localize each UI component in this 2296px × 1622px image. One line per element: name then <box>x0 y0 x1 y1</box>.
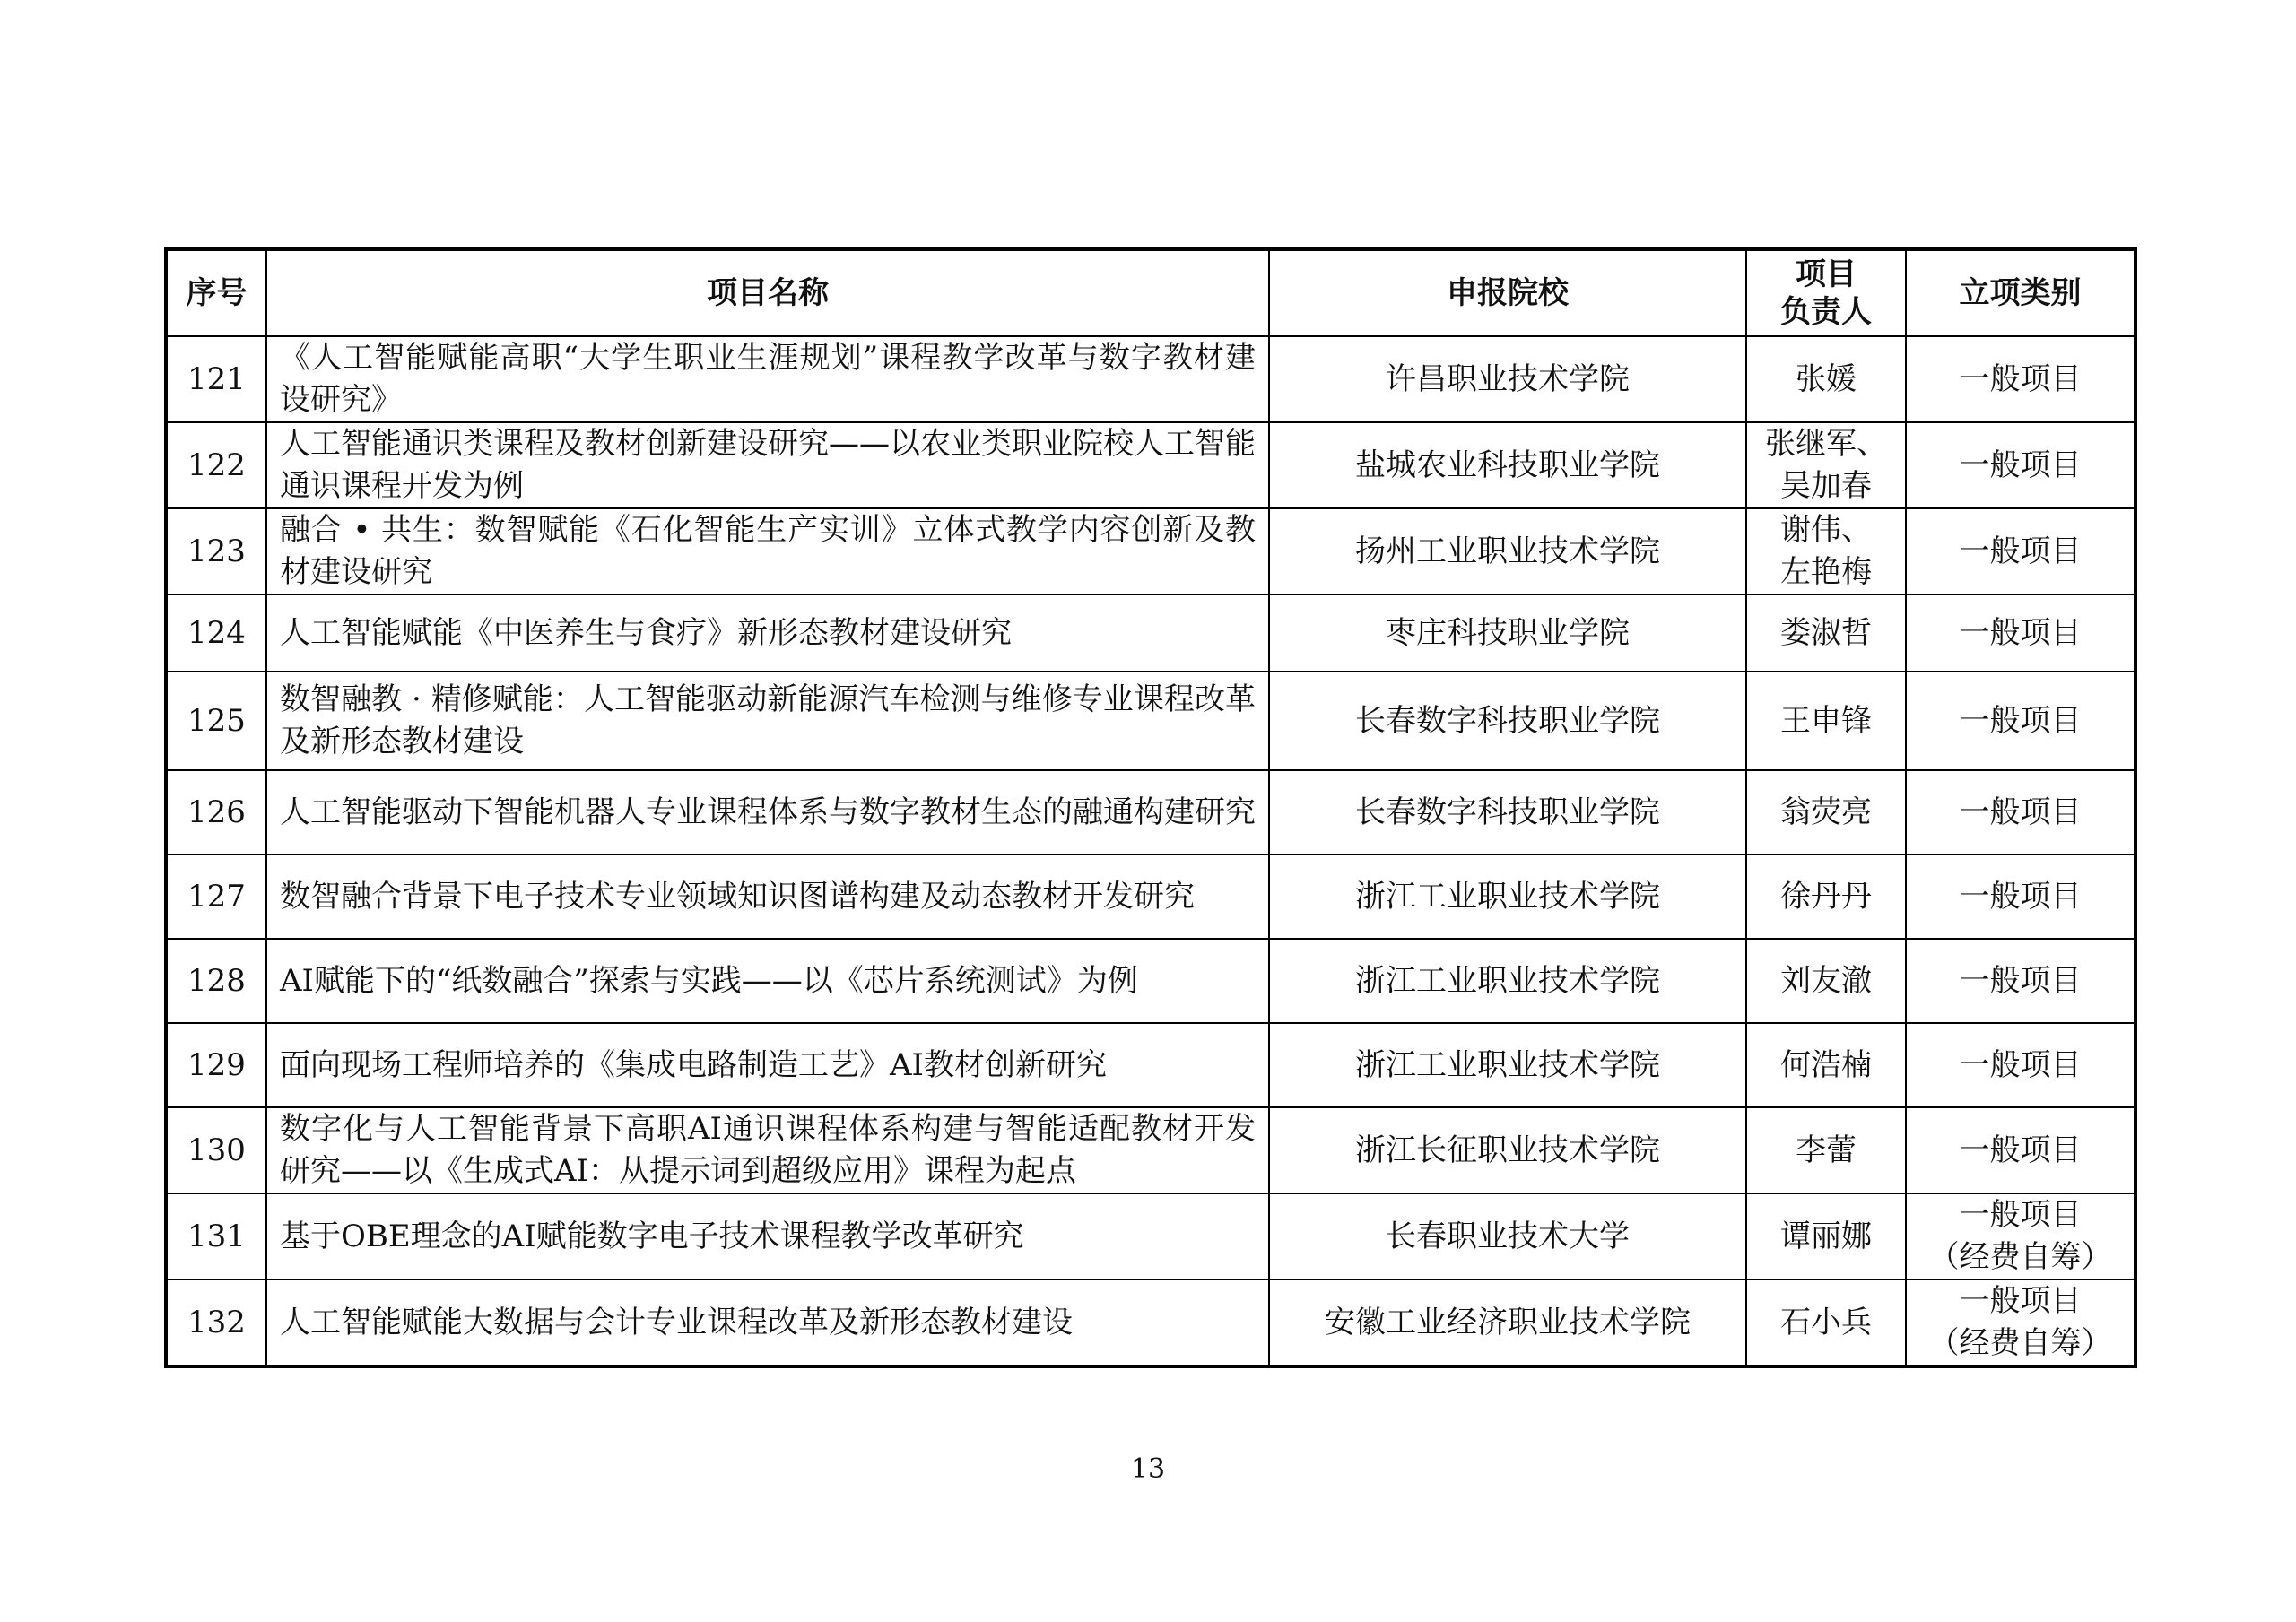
row-leader <box>1746 508 1906 594</box>
row-leader <box>1746 854 1906 939</box>
row-project-name: 数智融教 · 精修赋能：人工智能驱动新能源汽车检测与维修专业课程改革及新形态教材建设 <box>266 672 1269 770</box>
row-category-line: （经费自筹） <box>1928 1239 2112 1275</box>
row-project-name: 人工智能赋能大数据与会计专业课程改革及新形态教材建设 <box>266 1279 1269 1366</box>
row-category <box>1906 1193 2135 1279</box>
table-row <box>166 422 2135 508</box>
header-leader <box>1746 249 1906 336</box>
row-index: 130 <box>166 1107 266 1193</box>
row-leader <box>1746 770 1906 854</box>
row-project-name: 数字化与人工智能背景下高职AI通识课程体系构建与智能适配教材开发研究——以《生成式AI：从提示词到超级应用》课程为起点 <box>266 1107 1269 1193</box>
row-project-name: 人工智能通识类课程及教材创新建设研究——以农业类职业院校人工智能通识课程开发为例 <box>266 422 1269 508</box>
row-leader <box>1746 1193 1906 1279</box>
row-leader <box>1746 939 1906 1023</box>
row-index: 128 <box>166 939 266 1023</box>
row-category <box>1906 1279 2135 1366</box>
row-category-line: （经费自筹） <box>1928 1325 2112 1361</box>
row-leader-line: 娄淑哲 <box>1780 614 1872 651</box>
row-category <box>1906 1023 2135 1107</box>
header-category: 立项类别 <box>1906 249 2135 336</box>
table-header <box>166 249 2135 336</box>
row-leader-line: 张继军、 <box>1765 426 1887 462</box>
row-project-name: 面向现场工程师培养的《集成电路制造工艺》AI教材创新研究 <box>266 1023 1269 1107</box>
row-category-line: 一般项目 <box>1959 1283 2082 1319</box>
header-row <box>166 249 2135 336</box>
row-school: 浙江长征职业技术学院 <box>1269 1107 1746 1193</box>
row-leader <box>1746 1107 1906 1193</box>
row-category <box>1906 770 2135 854</box>
row-school: 长春数字科技职业学院 <box>1269 672 1746 770</box>
row-category-line: 一般项目 <box>1959 1046 2082 1083</box>
table-row <box>166 1107 2135 1193</box>
table-row <box>166 1279 2135 1366</box>
row-school: 浙江工业职业技术学院 <box>1269 854 1746 939</box>
row-category <box>1906 508 2135 594</box>
row-category-line: 一般项目 <box>1959 878 2082 915</box>
row-index: 132 <box>166 1279 266 1366</box>
row-school: 长春职业技术大学 <box>1269 1193 1746 1279</box>
project-table <box>164 247 2137 1368</box>
row-category-line: 一般项目 <box>1959 962 2082 999</box>
table-row <box>166 770 2135 854</box>
row-leader <box>1746 336 1906 422</box>
table-row <box>166 1193 2135 1279</box>
table-body <box>166 336 2135 1366</box>
row-category-line: 一般项目 <box>1959 1197 2082 1233</box>
row-category-line: 一般项目 <box>1959 447 2082 483</box>
row-category-line: 一般项目 <box>1959 794 2082 830</box>
row-leader <box>1746 1023 1906 1107</box>
row-index: 121 <box>166 336 266 422</box>
row-school: 扬州工业职业技术学院 <box>1269 508 1746 594</box>
header-school: 申报院校 <box>1269 249 1746 336</box>
row-leader-line: 谢伟、 <box>1780 512 1872 548</box>
row-project-name: 数智融合背景下电子技术专业领域知识图谱构建及动态教材开发研究 <box>266 854 1269 939</box>
row-leader <box>1746 672 1906 770</box>
row-leader-line: 石小兵 <box>1780 1304 1872 1340</box>
row-index: 129 <box>166 1023 266 1107</box>
row-leader <box>1746 422 1906 508</box>
row-school: 长春数字科技职业学院 <box>1269 770 1746 854</box>
table-row <box>166 1023 2135 1107</box>
row-index: 126 <box>166 770 266 854</box>
row-school: 安徽工业经济职业技术学院 <box>1269 1279 1746 1366</box>
row-leader-line: 吴加春 <box>1780 468 1872 504</box>
row-category-line: 一般项目 <box>1959 702 2082 739</box>
header-leader-line: 负责人 <box>1780 294 1872 330</box>
row-category <box>1906 594 2135 672</box>
header-project-name: 项目名称 <box>266 249 1269 336</box>
row-project-name: 融合 • 共生：数智赋能《石化智能生产实训》立体式教学内容创新及教材建设研究 <box>266 508 1269 594</box>
row-index: 127 <box>166 854 266 939</box>
row-category-line: 一般项目 <box>1959 533 2082 569</box>
row-index: 131 <box>166 1193 266 1279</box>
row-leader-line: 李蕾 <box>1796 1132 1857 1168</box>
row-index: 124 <box>166 594 266 672</box>
row-project-name: 人工智能赋能《中医养生与食疗》新形态教材建设研究 <box>266 594 1269 672</box>
row-category-line: 一般项目 <box>1959 360 2082 397</box>
row-category <box>1906 672 2135 770</box>
row-leader-line: 翁荧亮 <box>1780 794 1872 830</box>
row-school: 枣庄科技职业学院 <box>1269 594 1746 672</box>
header-index: 序号 <box>166 249 266 336</box>
table-row <box>166 939 2135 1023</box>
row-project-name: 人工智能驱动下智能机器人专业课程体系与数字教材生态的融通构建研究 <box>266 770 1269 854</box>
row-leader-line: 王申锋 <box>1780 702 1872 739</box>
table-row <box>166 672 2135 770</box>
row-index: 125 <box>166 672 266 770</box>
row-project-name: 《人工智能赋能高职“大学生职业生涯规划”课程教学改革与数字教材建设研究》 <box>266 336 1269 422</box>
row-category <box>1906 336 2135 422</box>
table-row <box>166 508 2135 594</box>
header-leader-line: 项目 <box>1796 256 1857 292</box>
row-leader-line: 徐丹丹 <box>1780 878 1872 915</box>
row-index: 122 <box>166 422 266 508</box>
page-number: 13 <box>1130 1453 1166 1485</box>
table-row <box>166 854 2135 939</box>
row-school: 浙江工业职业技术学院 <box>1269 1023 1746 1107</box>
row-category <box>1906 1107 2135 1193</box>
row-school: 盐城农业科技职业学院 <box>1269 422 1746 508</box>
row-project-name: AI赋能下的“纸数融合”探索与实践——以《芯片系统测试》为例 <box>266 939 1269 1023</box>
row-leader-line: 左艳梅 <box>1780 554 1872 590</box>
row-leader <box>1746 594 1906 672</box>
row-leader-line: 刘友澈 <box>1780 962 1872 999</box>
row-leader-line: 谭丽娜 <box>1780 1218 1872 1254</box>
table-row <box>166 594 2135 672</box>
row-school: 浙江工业职业技术学院 <box>1269 939 1746 1023</box>
row-category-line: 一般项目 <box>1959 614 2082 651</box>
row-project-name: 基于OBE理念的AI赋能数字电子技术课程教学改革研究 <box>266 1193 1269 1279</box>
row-category <box>1906 422 2135 508</box>
row-school: 许昌职业技术学院 <box>1269 336 1746 422</box>
row-leader <box>1746 1279 1906 1366</box>
row-category <box>1906 939 2135 1023</box>
row-leader-line: 张媛 <box>1796 360 1857 397</box>
row-category-line: 一般项目 <box>1959 1132 2082 1168</box>
row-leader-line: 何浩楠 <box>1780 1046 1872 1083</box>
row-index: 123 <box>166 508 266 594</box>
row-category <box>1906 854 2135 939</box>
table-row <box>166 336 2135 422</box>
